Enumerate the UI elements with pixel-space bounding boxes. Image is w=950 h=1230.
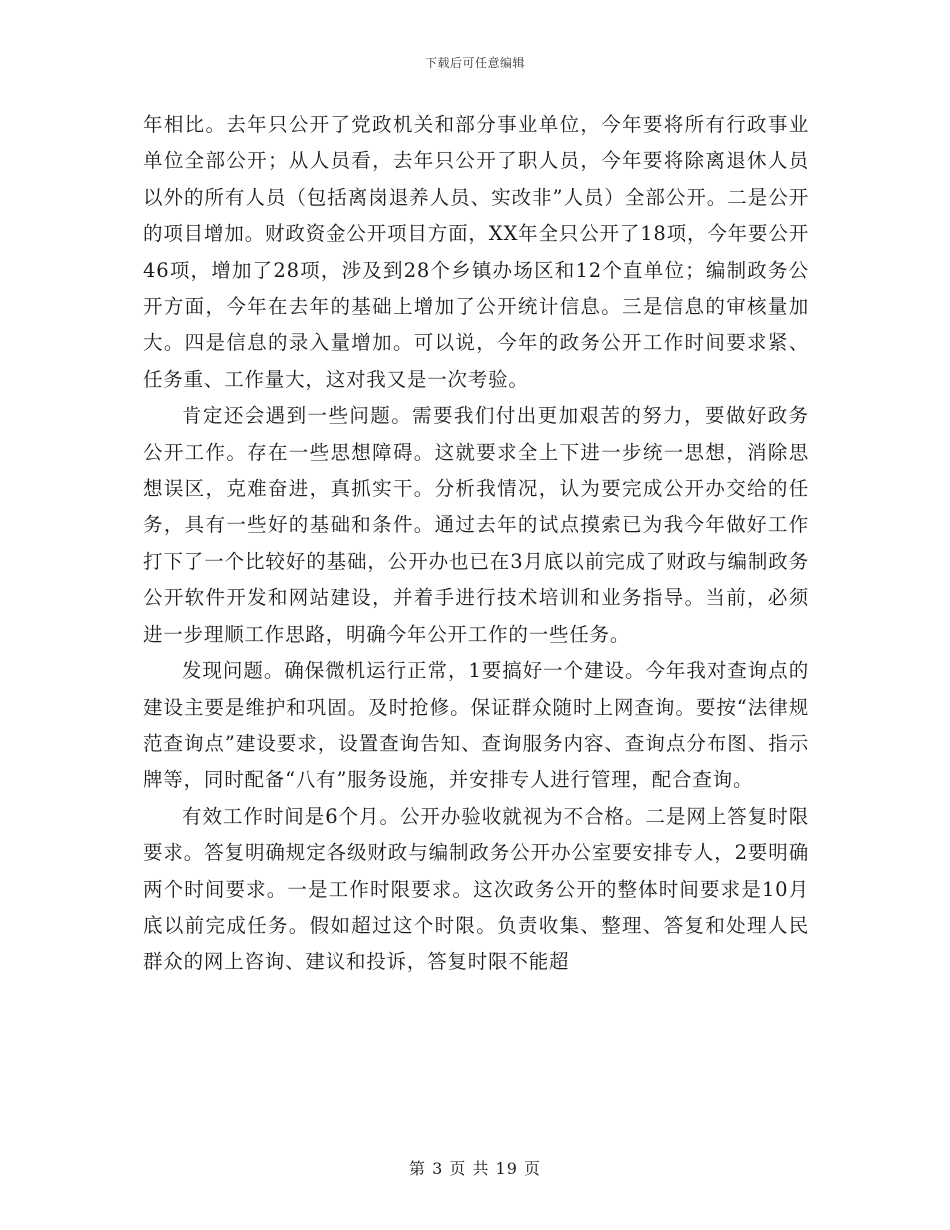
document-body: [143, 107, 809, 981]
paragraph: 发现问题。确保微机运行正常，1要搞好一个建设。今年我对查询点的建设主要是维护和巩固。及时抢修。保证群众随时上网查询。要按“法律规范查询点”建设要求，设置查询告知、查询服务内容、查询点分布图、指示牌等，同时配备“八有”服务设施，并安排专人进行管理，配合查询。: [143, 659, 809, 792]
page-header: 下载后可任意编辑: [424, 56, 525, 70]
paragraph: 有效工作时间是6个月。公开办验收就视为不合格。二是网上答复时限要求。答复明确规定各级财政与编制政务公开办公室要安排专人，2要明确两个时间要求。一是工作时限要求。这次政务公开的整体时间要求是10月底以前完成任务。假如超过这个时限。负责收集、整理、答复和处理人民群众的网上咨询、建议和投诉，答复时限不能超: [143, 804, 809, 974]
paragraph: 肯定还会遇到一些问题。需要我们付出更加艰苦的努力，要做好政务公开工作。存在一些思想障碍。这就要求全上下进一步统一思想，消除思想误区，克难奋进，真抓实干。分析我情况，认为要完成公开办交给的任务，具有一些好的基础和条件。通过去年的试点摸索已为我今年做好工作打下了一个比较好的基础，公开办也已在3月底以前完成了财政与编制政务公开软件开发和网站建设，并着手进行技术培训和业务指导。当前，必须进一步理顺工作思路，明确今年公开工作的一些任务。: [143, 404, 809, 646]
paragraph: 年相比。去年只公开了党政机关和部分事业单位，今年要将所有行政事业单位全部公开；从人员看，去年只公开了职人员，今年要将除离退休人员以外的所有人员（包括离岗退养人员、实改非”人员）全部公开。二是公开的项目增加。财政资金公开项目方面，XX年全只公开了18项，今年要公开46项，增加了28项，涉及到28个乡镇办场区和12个直单位；编制政务公开方面，今年在去年的基础上增加了公开统计信息。三是信息的审核量加大。四是信息的录入量增加。可以说，今年的政务公开工作时间要求紧、任务重、工作量大，这对我又是一次考验。: [143, 113, 809, 391]
page-number: 第 3 页 共 19 页: [409, 1159, 541, 1178]
